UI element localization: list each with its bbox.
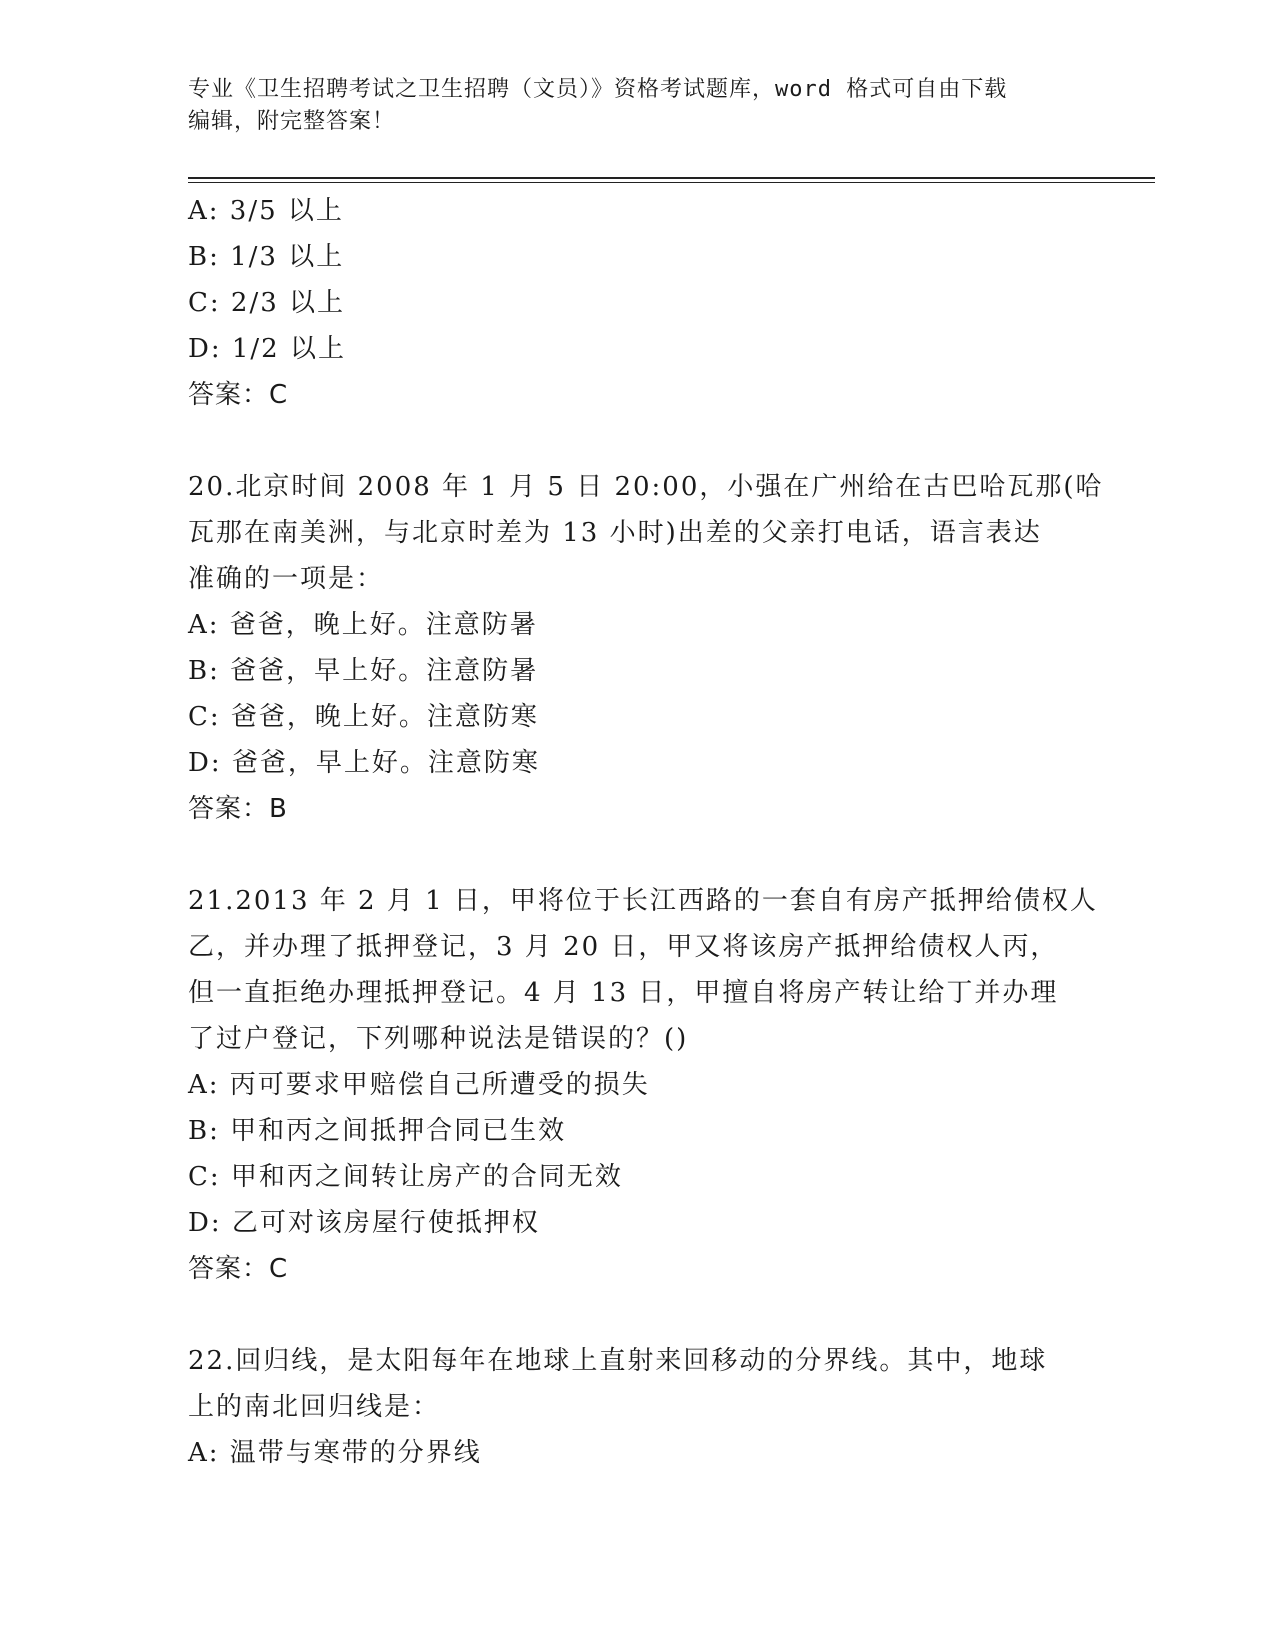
- document-header: [188, 74, 1088, 138]
- header-line-1: 专业《卫生招聘考试之卫生招聘（文员）》资格考试题库，word 格式可自由下载: [188, 77, 1008, 102]
- option-a: A: 丙可要求甲赔偿自己所遭受的损失: [188, 1070, 650, 1100]
- option-d: D: 1/2 以上: [188, 334, 346, 364]
- question-stem-line: 了过户登记，下列哪种说法是错误的？(): [188, 1024, 689, 1054]
- question-stem-line: 但一直拒绝办理抵押登记。4 月 13 日，甲擅自将房产转让给丁并办理: [188, 978, 1059, 1008]
- question-19: [188, 188, 1088, 418]
- option-b: B: 甲和丙之间抵押合同已生效: [188, 1116, 567, 1146]
- question-stem-line: 乙，并办理了抵押登记，3 月 20 日，甲又将该房产抵押给债权人丙，: [188, 932, 1059, 962]
- question-20: [188, 464, 1104, 832]
- spacer: [188, 832, 1088, 878]
- answer: 答案：C: [188, 380, 289, 410]
- question-21: [188, 878, 1098, 1292]
- option-b: B: 1/3 以上: [188, 242, 345, 272]
- option-a: A: 温带与寒带的分界线: [188, 1438, 482, 1468]
- header-divider-thin: [188, 182, 1155, 183]
- spacer: [188, 1292, 1088, 1338]
- option-a: A: 爸爸，晚上好。注意防暑: [188, 610, 538, 640]
- document-body: [188, 188, 1104, 1476]
- option-c: C: 甲和丙之间转让房产的合同无效: [188, 1162, 623, 1192]
- question-22: [188, 1338, 1088, 1476]
- option-b: B: 爸爸，早上好。注意防暑: [188, 656, 539, 686]
- question-stem-line: 21.2013 年 2 月 1 日，甲将位于长江西路的一套自有房产抵押给债权人: [188, 886, 1098, 916]
- question-stem-line: 准确的一项是：: [188, 564, 385, 594]
- option-a: A: 3/5 以上: [188, 196, 344, 226]
- question-stem-line: 上的南北回归线是：: [188, 1392, 441, 1422]
- header-divider-thick: [188, 177, 1155, 179]
- question-stem-line: 瓦那在南美洲，与北京时差为 13 小时)出差的父亲打电话，语言表达: [188, 518, 1042, 548]
- spacer: [188, 418, 1088, 464]
- option-c: C: 2/3 以上: [188, 288, 346, 318]
- header-line-2: 编辑，附完整答案！: [188, 109, 396, 134]
- option-c: C: 爸爸，晚上好。注意防寒: [188, 702, 539, 732]
- question-stem-line: 22.回归线，是太阳每年在地球上直射来回移动的分界线。其中，地球: [188, 1346, 1048, 1376]
- option-d: D: 乙可对该房屋行使抵押权: [188, 1208, 540, 1238]
- answer: 答案：C: [188, 1254, 289, 1284]
- option-d: D: 爸爸，早上好。注意防寒: [188, 748, 540, 778]
- question-stem-line: 20.北京时间 2008 年 1 月 5 日 20:00，小强在广州给在古巴哈瓦那(哈: [188, 472, 1104, 502]
- answer: 答案：B: [188, 794, 288, 824]
